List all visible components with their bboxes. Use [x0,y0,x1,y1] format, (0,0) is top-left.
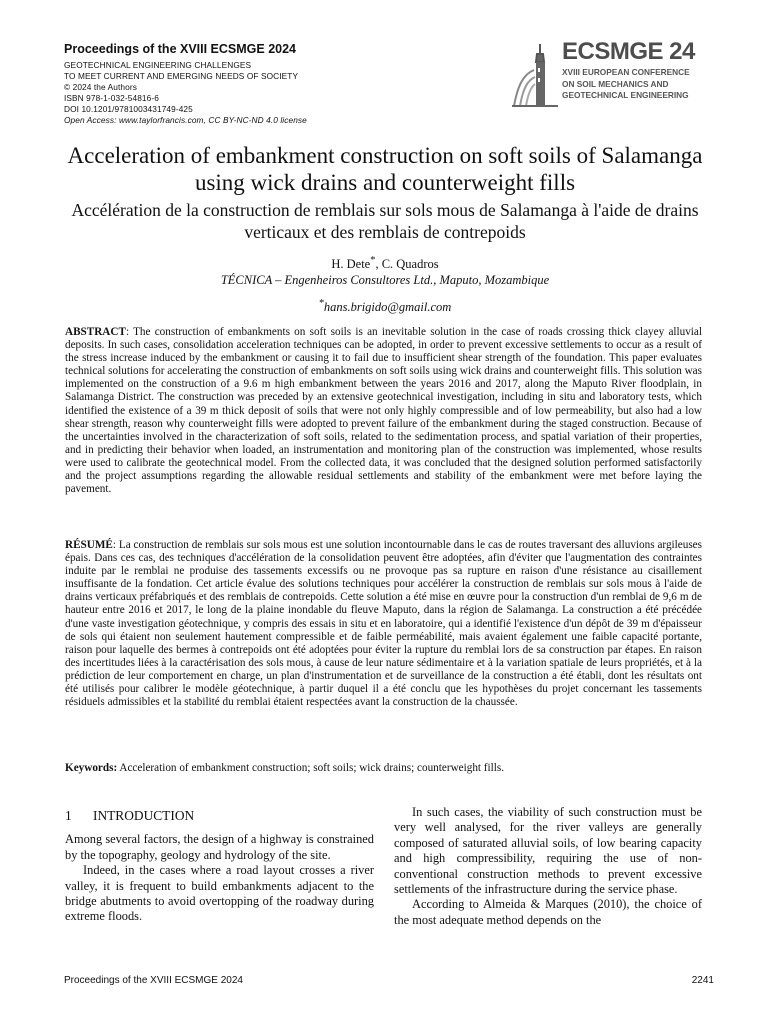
author-name: H. Dete [331,257,371,272]
body-paragraph: In such cases, the viability of such construction must be very well analysed, for the river valleys are generally composed of saturated alluvial soils, of low bearing capacity and high compressibility, requiring the use of non-conventional construction methods to prevent excessive settlements of the infrastructure during the service phase. [394,805,702,897]
keywords-text: Acceleration of embankment construction; soft soils; wick drains; counterweight fills. [117,762,505,774]
footer-proceedings: Proceedings of the XVIII ECSMGE 2024 [64,975,243,986]
body-paragraph: According to Almeida & Marques (2010), the choice of the most adequate method depends on the [394,897,702,927]
corresponding-mark: * [370,255,376,266]
section-number: 1 [65,808,72,823]
logo-sub-line: ON SOIL MECHANICS AND [562,78,669,89]
body-column-left [65,808,374,925]
section-heading [65,808,374,823]
proceedings-title: Proceedings of the XVIII ECSMGE 2024 [64,42,297,56]
affiliation: TÉCNICA – Engenheiros Consultores Ltd., Maputo, Mozambique [220,273,550,288]
author-separator: , [375,257,382,272]
page-number: 2241 [691,975,714,986]
paper-title-french: Accélération de la construction de remblais sur sols mous de Salamanga à l'aide de drains verticaux et des remblais de contrepoids [71,200,699,242]
header-line: ISBN 978-1-032-54816-6 [64,93,159,103]
logo-sub-line: GEOTECHNICAL ENGINEERING [562,90,689,101]
proceedings-header [64,42,394,126]
author-name: C. Quadros [381,257,439,272]
section-title: INTRODUCTION [93,808,195,823]
keywords-label: Keywords: [65,762,118,774]
conference-logo [510,38,720,114]
body-paragraph: Indeed, in the cases where a road layout crosses a river valley, it is frequent to build embankments adjacent to the bridge abutments to avoid overtopping of the roadway during extreme floods. [65,863,374,924]
keywords [65,762,702,775]
title-block [60,142,710,315]
email-line [60,296,710,315]
abstract-english [65,326,702,496]
header-line: © 2024 the Authors [64,82,137,92]
body-column-right [394,805,702,928]
logo-main-text: ECSMGE 24 [562,38,695,65]
author-email: hans.brigido@gmail.com [323,300,452,315]
abstract-text: : The construction of embankments on soft soils is an inevitable solution in the case of roads crossing thick clayey alluvial deposits. In such cases, consolidation acceleration techniques can be adopted, in order to prevent excessive settlements to occur as a result of the stress increase induced by the embankment or causing it to fail due to insufficient shear strength of the foundation. This paper evaluates technical solutions for accelerating the construction of embankments on soft soils using wick drains and counterweight fills. This solution was implemented on the construction of a 9.6 m high embankment between the years 2016 and 2017, along the Maputo River floodplain, in Salamanga District. The construction was preceded by an extensive geotechnical investigation, including in situ and laboratory tests, which identified the existence of a 39 m thick deposit of soils that were not only highly compressible and of low permeability, but also had a low shear strength, reason why counterweight fills were adopted to prevent failure of the embankment during the staged construction. Because of the uncertainties involved in the characterization of soft soils, related to the sedimentation process, and spatial variation of their properties, and in predicting their behavior when loaded, an instrumentation and monitoring plan of the construction was implemented, whose results were used to calibrate the geotechnical model. From the collected data, it was concluded that the designed solution performed satisfactorily and the project assumptions regarding the allowable residual settlements and stability of the embankment were met before laying the pavement. [65,326,702,496]
header-line: GEOTECHNICAL ENGINEERING CHALLENGES [64,60,252,70]
logo-text [562,38,695,101]
header-line: TO MEET CURRENT AND EMERGING NEEDS OF SOCIETY [64,71,299,81]
paper-title-english: Acceleration of embankment construction on soft soils of Salamanga using wick drains and counterweight fills [67,143,703,195]
resume-text: : La construction de remblais sur sols mous est une solution incontournable dans le cas de routes traversant des alluvions argileuses épais. Dans ces cas, des techniques d'accélération de la consolidation peuvent être adoptées, afin d'éviter que l'augmentation des contraintes induite par le remblai ne produise des tassements excessifs ou ne provoque pas sa rupture en raison d'une résistance au cisaillement insuffisante de la fondation. Cet article évalue des solutions techniques pour accélérer la construction de remblais sur sols mous à l'aide de drains verticaux préfabriqués et des remblais de contrepoids. Cette solution a été mise en œuvre pour la construction d'un remblai de 9,6 m de hauteur entre 2016 et 2017, le long de la plaine inondable du fleuve Maputo, dans la région de Salamanga. La construction a été précédée d'une vaste investigation géotechnique, y compris des essais in situ et en laboratoire, qui a identifié l'existence d'un dépôt de 39 m d'épaisseur de sols qui étaient non seulement hautement compressible et de faible perméabilité, mais avaient également une faible capacité portante, raison pour laquelle des bermes à contrepoids ont été adoptées pour éviter la rupture du remblai lors de sa construction par étapes. En raison des incertitudes liées à la caractérisation des sols mous, à cause de leur nature sédimentaire et à la variation spatiale de leurs propriétés, et à la prédiction de leur comportement en charge, un plan d'instrumentation et de surveillance de la construction a été établi, dont les résultats ont été utilisés pour calibrer le modèle géotechnique, à partir duquel il a été conclu que les hypothèses du projet concernant les tassements résiduels admissibles et la stabilité du remblai étaient respectées avant la construction de la chaussée. [65,539,702,709]
abstract-label: ABSTRACT [65,326,126,338]
authors-line [60,253,710,272]
body-paragraph: Among several factors, the design of a highway is constrained by the topography, geology and hydrology of the site. [65,832,374,862]
email-mark: * [318,298,324,310]
resume-label: RÉSUMÉ [65,539,113,551]
logo-sub-line: XVIII EUROPEAN CONFERENCE [562,67,690,77]
lighthouse-logo-icon [510,40,560,112]
header-line: DOI 10.1201/9781003431749-425 [64,104,193,114]
abstract-french [65,539,702,709]
license-line: Open Access: www.taylorfrancis.com, CC BY-NC-ND 4.0 license [64,115,307,125]
